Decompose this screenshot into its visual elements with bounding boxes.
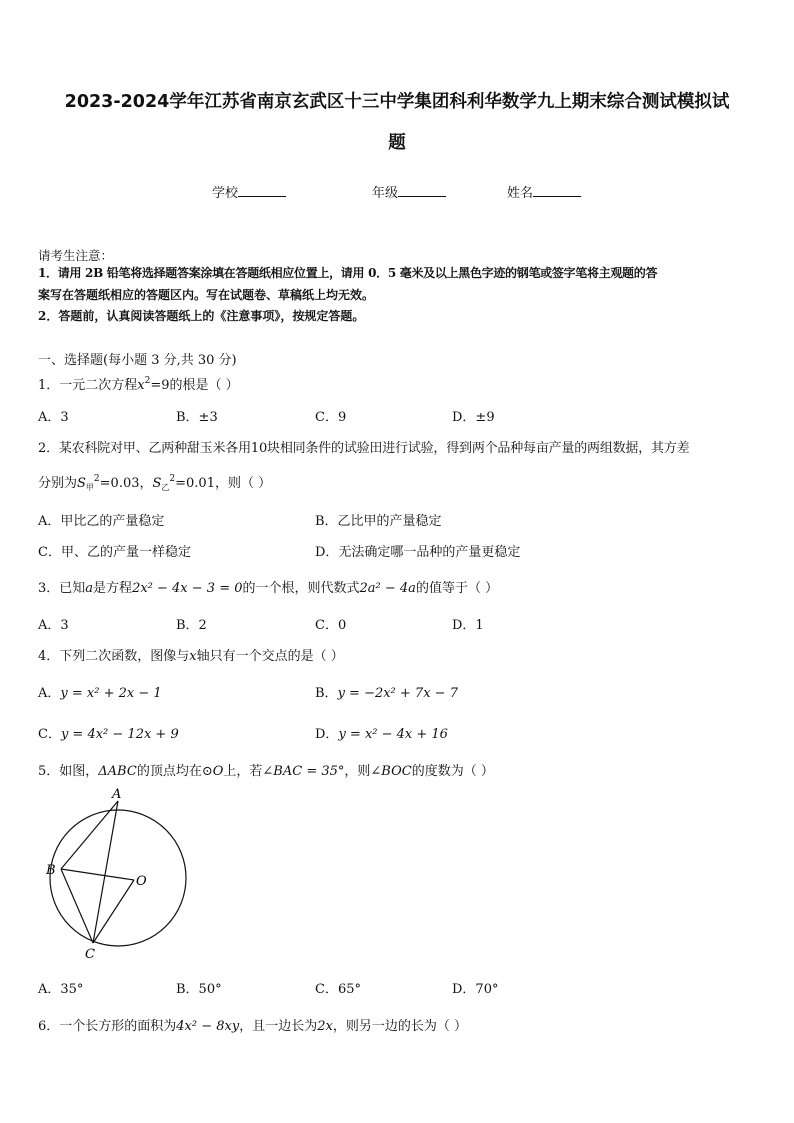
q5-option-d: D．70°: [452, 982, 499, 997]
name-blank: [533, 184, 581, 197]
q1-option-a: A．3: [38, 410, 69, 425]
name-field: [507, 182, 581, 201]
q3-option-d: D．1: [452, 618, 484, 633]
label-a: A: [112, 788, 122, 802]
q5-option-c: C．65°: [315, 982, 361, 997]
q5-mid3: ，则: [344, 764, 371, 779]
q4-option-d: [315, 723, 448, 742]
q1-option-d: D．±9: [452, 410, 495, 425]
q3-option-b: B．2: [176, 618, 207, 633]
exam-title-line2: 题: [388, 133, 406, 153]
q2-option-d: D．无法确定哪一品种的产量更稳定: [315, 545, 521, 560]
q5-angle1: ∠BAC = 35°: [262, 764, 345, 779]
circle-triangle-figure: [40, 788, 190, 963]
q5-mid1: 的顶点均在: [136, 764, 202, 779]
grade-label: 年级: [372, 186, 399, 201]
q6-pre: 6．一个长方形的面积为: [38, 1019, 177, 1034]
q5-option-b: B．50°: [176, 982, 222, 997]
question-2-line2: [38, 472, 271, 493]
q2-s1: S: [77, 476, 86, 491]
q4-c-label: C．: [38, 727, 61, 742]
q1-option-c: C．9: [315, 410, 347, 425]
q2-option-a: A．甲比乙的产量稳定: [38, 514, 165, 529]
label-c: C: [85, 947, 95, 962]
q2-sub2: 乙: [161, 483, 170, 492]
q4-post: 轴只有一个交点的是（ ）: [196, 649, 344, 664]
grade-blank: [398, 184, 446, 197]
question-3: [38, 577, 498, 596]
q1-exp: 2: [144, 376, 151, 386]
q4-b-formula: y = −2x² + 7x − 7: [337, 686, 458, 701]
question-5: [38, 760, 494, 779]
q4-option-a: [38, 682, 162, 701]
q1-post: 的根是（ ）: [169, 378, 239, 393]
q4-b-label: B．: [315, 686, 338, 701]
notice-item2: 2．答题前，认真阅读答题纸上的《注意事项》，按规定答题。: [38, 309, 365, 323]
q4-option-b: [315, 682, 458, 701]
q6-area: 4x² − 8xy: [176, 1019, 240, 1034]
q5-circle: ⊙O: [201, 764, 224, 779]
question-2-line1: 2．某农科院对甲、乙两种甜玉米各用10块相同条件的试验田进行试验，得到两个品种每亩产量的两组数据，其方差: [38, 441, 690, 456]
q5-triangle: ΔABC: [98, 764, 137, 779]
q4-pre: 4．下列二次函数，图像与: [38, 649, 190, 664]
name-label: 姓名: [507, 186, 534, 201]
q3-mid1: 是方程: [93, 581, 133, 596]
q3-a: a: [85, 581, 94, 596]
segment-bo: [61, 869, 134, 880]
q5-pre: 5．如图，: [38, 764, 99, 779]
q5-mid2: 上，若: [223, 764, 263, 779]
grade-field: [372, 182, 446, 201]
q4-a-label: A．: [38, 686, 61, 701]
school-label: 学校: [212, 186, 239, 201]
q5-post: 的度数为（ ）: [411, 764, 494, 779]
q3-post: 的值等于（ ）: [415, 581, 499, 596]
question-1: [38, 374, 239, 393]
q4-option-c: [38, 723, 179, 742]
q1-eq: =9: [150, 378, 170, 393]
q3-option-a: A．3: [38, 618, 69, 633]
q2-option-c: C．甲、乙的产量一样稳定: [38, 545, 191, 560]
notice-item1a: 1．请用 2B 铅笔将选择题答案涂填在答题纸相应位置上，请用 0．5 毫米及以上黑色字迹的钢笔或签字笔将主观题的答: [38, 266, 658, 280]
q3-mid2: 的一个根，则代数式: [242, 581, 360, 596]
q6-post: ，则另一边的长为（ ）: [332, 1019, 467, 1034]
q3-expression: 2a² − 4a: [359, 581, 416, 596]
q4-d-label: D．: [315, 727, 339, 742]
q4-x: x: [189, 649, 197, 664]
q2-v2: =0.01，则（ ）: [175, 476, 272, 491]
exam-title-line1: 2023-2024学年江苏省南京玄武区十三中学集团科利华数学九上期末综合测试模拟试: [64, 92, 730, 112]
question-4: [38, 645, 344, 664]
q4-a-formula: y = x² + 2x − 1: [60, 686, 162, 701]
q2-exp2: 2: [169, 474, 176, 484]
q5-option-a: A．35°: [38, 982, 84, 997]
q6-mid: ，且一边长为: [239, 1019, 318, 1034]
q5-angle2: ∠BOC: [370, 764, 412, 779]
q2-pre: 分别为: [38, 476, 78, 491]
notice-heading: 请考生注意：: [38, 248, 114, 263]
q6-side: 2x: [317, 1019, 333, 1034]
q2-exp1: 2: [93, 474, 100, 484]
q2-s2: S: [152, 476, 162, 491]
segment-ac: [93, 801, 118, 943]
q3-option-c: C．0: [315, 618, 347, 633]
q1-text: 1．一元二次方程: [38, 378, 138, 393]
label-o: O: [136, 874, 147, 889]
school-field: [212, 182, 286, 201]
section-heading: 一、选择题(每小题 3 分,共 30 分): [38, 353, 237, 368]
question-6: [38, 1015, 467, 1034]
q2-option-b: B．乙比甲的产量稳定: [315, 514, 442, 529]
notice-item1b: 案写在答题纸相应的答题区内。写在试题卷、草稿纸上均无效。: [38, 288, 375, 302]
q1-option-b: B．±3: [176, 410, 218, 425]
q2-sub1: 甲: [85, 483, 94, 492]
q4-c-formula: y = 4x² − 12x + 9: [60, 727, 179, 742]
label-b: B: [46, 863, 56, 878]
school-blank: [238, 184, 286, 197]
q2-v1: =0.03，: [99, 476, 153, 491]
q4-d-formula: y = x² − 4x + 16: [338, 727, 448, 742]
q3-equation: 2x² − 4x − 3 = 0: [132, 581, 243, 596]
q1-var: x: [137, 378, 145, 393]
q3-pre: 3．已知: [38, 581, 86, 596]
segment-ab: [61, 801, 118, 869]
